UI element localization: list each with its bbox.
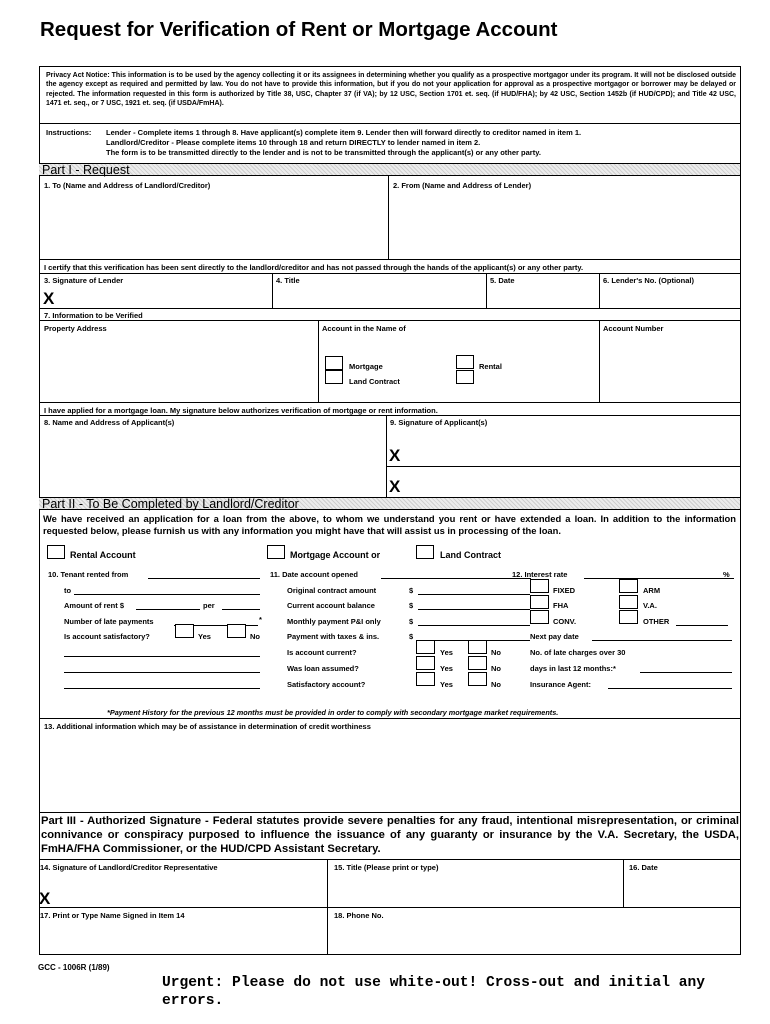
item13-label: 13. Additional information which may be of assistance in determination of credit worthiness bbox=[44, 722, 371, 731]
late-payments-asterisk: * bbox=[259, 615, 262, 624]
phone-number-input[interactable] bbox=[330, 922, 738, 952]
item8-input[interactable] bbox=[42, 429, 382, 493]
authorize-statement: I have applied for a mortgage loan. My signature below authorizes verification of mortgage or rent information. bbox=[44, 406, 438, 415]
payment-taxes-label: Payment with taxes & ins. bbox=[287, 632, 380, 641]
item17-label: 17. Print or Type Name Signed in Item 14 bbox=[40, 911, 185, 920]
mortgage-label: Mortgage bbox=[349, 362, 383, 371]
rental-label: Rental bbox=[479, 362, 502, 371]
late-charges-label: No. of late charges over 30 bbox=[530, 648, 626, 657]
other-checkbox[interactable] bbox=[619, 610, 638, 624]
page-title: Request for Verification of Rent or Mortgage Account bbox=[40, 18, 558, 41]
monthly-pi-label: Monthly payment P&I only bbox=[287, 617, 381, 626]
lender-signature-x: X bbox=[43, 289, 55, 308]
part1-title: Part I - Request bbox=[42, 163, 130, 177]
payment-history-footnote: *Payment History for the previous 12 months must be provided in order to comply with secondary mortgage market requirements. bbox=[107, 708, 559, 717]
tenant-to-field[interactable] bbox=[74, 594, 260, 595]
interest-rate-field[interactable] bbox=[584, 578, 734, 579]
item10-label: 10. Tenant rented from bbox=[48, 570, 129, 579]
fha-label: FHA bbox=[553, 601, 569, 610]
monthly-pi-field[interactable] bbox=[418, 625, 530, 626]
item5-label: 5. Date bbox=[490, 276, 515, 285]
item7-label: 7. Information to be Verified bbox=[44, 311, 143, 320]
item2-label: 2. From (Name and Address of Lender) bbox=[393, 181, 532, 190]
to-label: to bbox=[64, 586, 72, 595]
property-address-label: Property Address bbox=[44, 324, 107, 333]
lender-signature-input[interactable] bbox=[60, 288, 268, 306]
account-satisfactory-label: Is account satisfactory? bbox=[64, 632, 150, 641]
current-yes-label: Yes bbox=[440, 648, 453, 657]
satisfactory-account-label: Satisfactory account? bbox=[287, 680, 366, 689]
next-pay-date-field[interactable] bbox=[592, 640, 732, 641]
current-balance-dollar: $ bbox=[409, 601, 414, 610]
part1-header bbox=[39, 163, 740, 176]
per-label: per bbox=[203, 601, 215, 610]
land-contract-account-label: Land Contract bbox=[440, 550, 502, 560]
part2-header bbox=[39, 497, 740, 510]
sat-account-no-label: No bbox=[491, 680, 501, 689]
item12-label: 12. Interest rate bbox=[512, 570, 568, 579]
item1-input[interactable] bbox=[42, 192, 385, 256]
item2-input[interactable] bbox=[391, 192, 737, 256]
sat-account-no-checkbox[interactable] bbox=[468, 672, 487, 686]
mortgage-account-label: Mortgage Account or bbox=[290, 550, 381, 560]
fixed-checkbox[interactable] bbox=[530, 579, 549, 593]
late-payments-label: Number of late payments bbox=[64, 617, 154, 626]
next-pay-date-label: Next pay date bbox=[530, 632, 579, 641]
arm-label: ARM bbox=[643, 586, 661, 595]
rental-account-label: Rental Account bbox=[70, 550, 136, 560]
part2-intro: We have received an application for a loan from the above, to whom we understand you rent or have extended a loan. In addition to the information requested below, please furnish us with any information you might have that will assist us in processing of the loan. bbox=[43, 513, 736, 536]
insurance-agent-label: Insurance Agent: bbox=[530, 680, 591, 689]
assumed-yes-label: Yes bbox=[440, 664, 453, 673]
satisfactory-yes-label: Yes bbox=[198, 632, 211, 641]
date-opened-field[interactable] bbox=[381, 578, 531, 579]
lender-number-input[interactable] bbox=[602, 288, 738, 306]
mortgage-account-checkbox[interactable] bbox=[267, 545, 285, 559]
original-amount-field[interactable] bbox=[418, 594, 530, 595]
mortgage-checkbox[interactable] bbox=[325, 356, 343, 370]
satisfactory-no-checkbox[interactable] bbox=[227, 624, 246, 638]
assumed-no-label: No bbox=[491, 664, 501, 673]
part2-title: Part II - To Be Completed by Landlord/Creditor bbox=[42, 497, 299, 511]
monthly-pi-dollar: $ bbox=[409, 617, 414, 626]
printed-name-input[interactable] bbox=[42, 922, 324, 952]
assumed-no-checkbox[interactable] bbox=[468, 656, 487, 670]
amount-rent-label: Amount of rent $ bbox=[64, 601, 124, 610]
applicant-signature-x-1: X bbox=[389, 446, 401, 465]
part3-header: Part III - Authorized Signature - Federal statutes provide severe penalties for any fraud, intentional misrepresentation, or criminal connivance or conspiracy purposed to influence the issuance of any guaranty or insurance by the V.A. Secretary, the USDA, FmHA/FHA Commissioner, or the HUD/CPD Assistant Secretary. bbox=[41, 815, 739, 855]
land-contract-checkbox[interactable] bbox=[325, 370, 343, 384]
fha-checkbox[interactable] bbox=[530, 595, 549, 609]
privacy-act-notice bbox=[46, 71, 736, 109]
lender-date-input[interactable] bbox=[489, 288, 596, 306]
rental-checkbox-2[interactable] bbox=[456, 370, 474, 384]
va-checkbox[interactable] bbox=[619, 595, 638, 609]
sat-account-yes-checkbox[interactable] bbox=[416, 672, 435, 686]
item18-label: 18. Phone No. bbox=[334, 911, 384, 920]
current-no-checkbox[interactable] bbox=[468, 640, 487, 654]
insurance-agent-field[interactable] bbox=[608, 688, 732, 689]
urgent-note: Urgent: Please do not use white-out! Cross-out and initial any errors. bbox=[162, 975, 705, 1009]
account-current-label: Is account current? bbox=[287, 648, 357, 657]
item3-label: 3. Signature of Lender bbox=[44, 276, 124, 285]
other-field[interactable] bbox=[676, 625, 728, 626]
other-label: OTHER bbox=[643, 617, 670, 626]
item11-label: 11. Date account opened bbox=[270, 570, 358, 579]
current-yes-checkbox[interactable] bbox=[416, 640, 435, 654]
item13-input[interactable] bbox=[42, 733, 737, 809]
privacy-act-label: Privacy Act Notice: bbox=[46, 72, 110, 79]
item15-label: 15. Title (Please print or type) bbox=[334, 863, 439, 872]
creditor-title-input[interactable] bbox=[330, 874, 620, 904]
fixed-label: FIXED bbox=[553, 586, 576, 595]
tenant-from-field[interactable] bbox=[148, 578, 260, 579]
instructions-line-1: Lender - Complete items 1 through 8. Have applicant(s) complete item 9. Lender then will forward directly to creditor named in item 1. bbox=[106, 128, 582, 137]
item4-label: 4. Title bbox=[276, 276, 300, 285]
loan-assumed-label: Was loan assumed? bbox=[287, 664, 359, 673]
item16-label: 16. Date bbox=[629, 863, 658, 872]
conv-label: CONV. bbox=[553, 617, 577, 626]
account-number-label: Account Number bbox=[603, 324, 664, 333]
rent-period-field[interactable] bbox=[222, 609, 260, 610]
creditor-signature-input[interactable] bbox=[56, 874, 324, 904]
satisfactory-no-label: No bbox=[250, 632, 260, 641]
creditor-signature-x: X bbox=[39, 889, 51, 908]
days-last12-label: days in last 12 months:* bbox=[530, 664, 616, 673]
current-no-label: No bbox=[491, 648, 501, 657]
arm-checkbox[interactable] bbox=[619, 579, 638, 593]
payment-taxes-dollar: $ bbox=[409, 632, 414, 641]
instructions-label: Instructions: bbox=[46, 128, 92, 137]
days-last12-field[interactable] bbox=[640, 672, 732, 673]
extra-line-3[interactable] bbox=[64, 688, 260, 689]
instructions-line-2: Landlord/Creditor - Please complete items 10 through 18 and return DIRECTLY to lender named in item 2. bbox=[106, 138, 481, 147]
item8-label: 8. Name and Address of Applicant(s) bbox=[44, 418, 175, 427]
item14-label: 14. Signature of Landlord/Creditor Representative bbox=[40, 863, 218, 872]
item6-label: 6. Lender's No. (Optional) bbox=[603, 276, 694, 285]
assumed-yes-checkbox[interactable] bbox=[416, 656, 435, 670]
instructions-line-3: The form is to be transmitted directly to the lender and is not to be transmitted through the applicant(s) or any other party. bbox=[106, 148, 541, 157]
account-name-label: Account in the Name of bbox=[322, 324, 406, 333]
va-label: V.A. bbox=[643, 601, 657, 610]
satisfactory-yes-checkbox[interactable] bbox=[175, 624, 194, 638]
land-contract-label: Land Contract bbox=[349, 377, 400, 386]
original-amount-label: Original contract amount bbox=[287, 586, 377, 595]
sat-account-yes-label: Yes bbox=[440, 680, 453, 689]
applicant-signature-input[interactable] bbox=[406, 441, 736, 491]
creditor-date-input[interactable] bbox=[626, 874, 738, 904]
current-balance-field[interactable] bbox=[418, 609, 530, 610]
lender-title-input[interactable] bbox=[275, 288, 483, 306]
extra-line-2[interactable] bbox=[64, 672, 260, 673]
original-amount-dollar: $ bbox=[409, 586, 414, 595]
extra-line-1[interactable] bbox=[64, 656, 260, 657]
certify-statement: I certify that this verification has been sent directly to the landlord/creditor and has not passed through the hands of the applicant(s) or any other party. bbox=[44, 263, 584, 272]
rental-checkbox[interactable] bbox=[456, 355, 474, 369]
applicant-signature-x-2: X bbox=[389, 477, 401, 496]
current-balance-label: Current account balance bbox=[287, 601, 375, 610]
rental-account-checkbox[interactable] bbox=[47, 545, 65, 559]
item9-label: 9. Signature of Applicant(s) bbox=[390, 418, 488, 427]
land-contract-account-checkbox[interactable] bbox=[416, 545, 434, 559]
form-number: GCC - 1006R (1/89) bbox=[38, 963, 110, 972]
privacy-act-text: This information is to be used by the agency collecting it or its assignees in determining whether you qualify as a prospective mortgagor under its program. It will not be disclosed outside the agency except as required and permitted by law. You do not have to provide this information, but if you do not your application for approval as a prospective mortgagor or borrower may be delayed or rejected. The information requested in this form is authorized by Title 38, USC, Chapter 37 (if VA); by 12 USC, Section 1701 et. seq. (if HUD/FHA); by 42 USC, Section 1452b (if HUD/CPD); and Title 42 USC, 1471 et. seq., or 7 USC, 1921 et. seq. (if USDA/FmHA). bbox=[46, 72, 736, 108]
percent-sign: % bbox=[723, 570, 730, 579]
conv-checkbox[interactable] bbox=[530, 610, 549, 624]
item1-label: 1. To (Name and Address of Landlord/Creditor) bbox=[44, 181, 211, 190]
amount-rent-field[interactable] bbox=[136, 609, 200, 610]
